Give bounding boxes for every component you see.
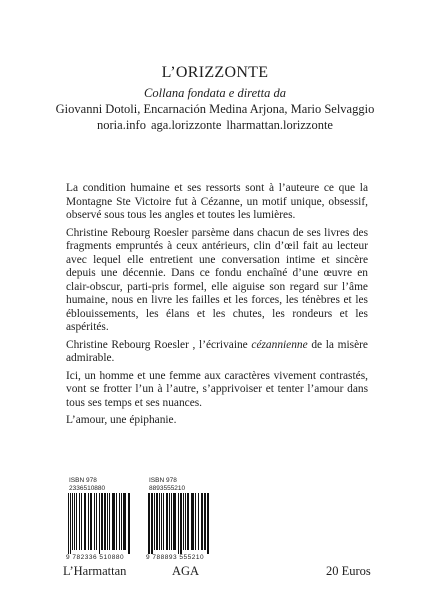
barcode-bar [191,493,194,550]
series-links [0,117,430,133]
link-lharmattan[interactable]: lharmattan.lorizzonte [226,118,333,132]
barcode-bar [72,493,73,550]
barcode-bar [198,493,199,550]
barcode-bar [109,493,110,550]
paragraph-1: La condition humaine et ses ressorts sont à l’auteure ce que la Montagne Ste Victoire fut à Cézanne, un motif unique, obsessif, observé sous tous les angles et toutes les lumières. [66,182,368,221]
barcode-bar [148,493,150,554]
barcode-bar [154,493,155,550]
barcode-bar [156,493,158,550]
barcode-bar [74,493,75,550]
barcode-bar [84,493,86,550]
series-subtitle: Collana fondata e diretta da [144,86,286,100]
barcode-bar [79,493,80,550]
barcode-bar [204,493,206,550]
barcode-bar [159,493,160,550]
barcode-bar [81,493,82,550]
barcode-bar [121,493,122,550]
barcode-digits: 9 782336 510880 [66,554,125,561]
barcode-bar [185,493,186,550]
barcode-bars [66,493,131,554]
paragraph-5: L’amour, une épiphanie. [66,414,177,426]
barcode-bars [146,493,211,554]
link-aga[interactable]: aga.lorizzonte [150,118,222,132]
publisher-aga: AGA [172,564,200,578]
barcode-bar [161,493,162,550]
barcode-bar [183,493,184,550]
barcode-bar [180,493,182,554]
isbn-label: ISBN 978 8893555210 [149,477,186,492]
series-directors: Giovanni Dotoli, Encarnación Medina Arjona, Mario Selvaggio [55,102,375,116]
barcode-bar [70,493,71,554]
barcode-bar [178,493,179,554]
barcode-bar [195,493,196,550]
barcode-bar [107,493,108,550]
barcode-bar [128,493,130,554]
barcode-bar [96,493,97,550]
price: 20 Euros [326,564,371,578]
barcode-bar [88,493,89,550]
barcode-harmattan [66,477,131,562]
barcode-digits: 9 788893 555210 [146,554,205,561]
barcode-bar [76,493,77,550]
series-title: L’ORIZZONTE [161,64,269,81]
paragraph-3: Christine Rebourg Roesler , l’écrivaine cézannienne de la misère admirable. [66,338,368,364]
barcode-bar [104,493,106,550]
barcode-bar [101,493,103,550]
barcode-bar [171,493,172,550]
emphasis-cezannienne: cézannienne [251,338,308,351]
barcode-bar [116,493,117,550]
barcode-bar [99,493,100,554]
barcode-bar [166,493,168,550]
paragraph-4: Ici, un homme et une femme aux caractères vivement contrastés, vont se frotter l’un à l’autre, s’apprivoiser et tenter l’amour dans tous ses temps et ses nuances. [66,369,368,409]
paragraph-2: Christine Rebourg Roesler parsème dans chacun de ses livres des fragments empruntés à ceux antérieurs, clin d’œil fait au lecteur avec lequel elle entretient une conversation intime et sincère depuis une décennie. Dans ce fondu enchaîné d’une œuvre en clair-obscur, parti-pris formel, elle aiguise son regard sur l’âme humaine, nous en livre les failles et les forces, les ténèbres et les éblouissements, les élans et les chutes, les rondeurs et les aspérités. [66,226,368,333]
barcode-bar [163,493,164,550]
barcode-bar [119,493,120,550]
barcode-bar [173,493,176,550]
barcode-bar [123,493,126,550]
barcode-bar [169,493,170,550]
isbn-label: ISBN 978 2336510880 [69,477,106,492]
barcode-bar [112,493,115,550]
back-cover-text [66,182,368,432]
barcode-bar [90,493,92,550]
barcode-bar [151,493,153,554]
barcode-bar [201,493,203,550]
link-noria[interactable]: noria.info [97,118,146,132]
barcode-bar [94,493,95,550]
barcode-bar [68,493,69,554]
publisher-harmattan: L’Harmattan [63,564,127,578]
barcode-bar [187,493,189,550]
barcode-aga [146,477,211,562]
barcode-bar [207,493,209,554]
series-header [0,63,430,133]
